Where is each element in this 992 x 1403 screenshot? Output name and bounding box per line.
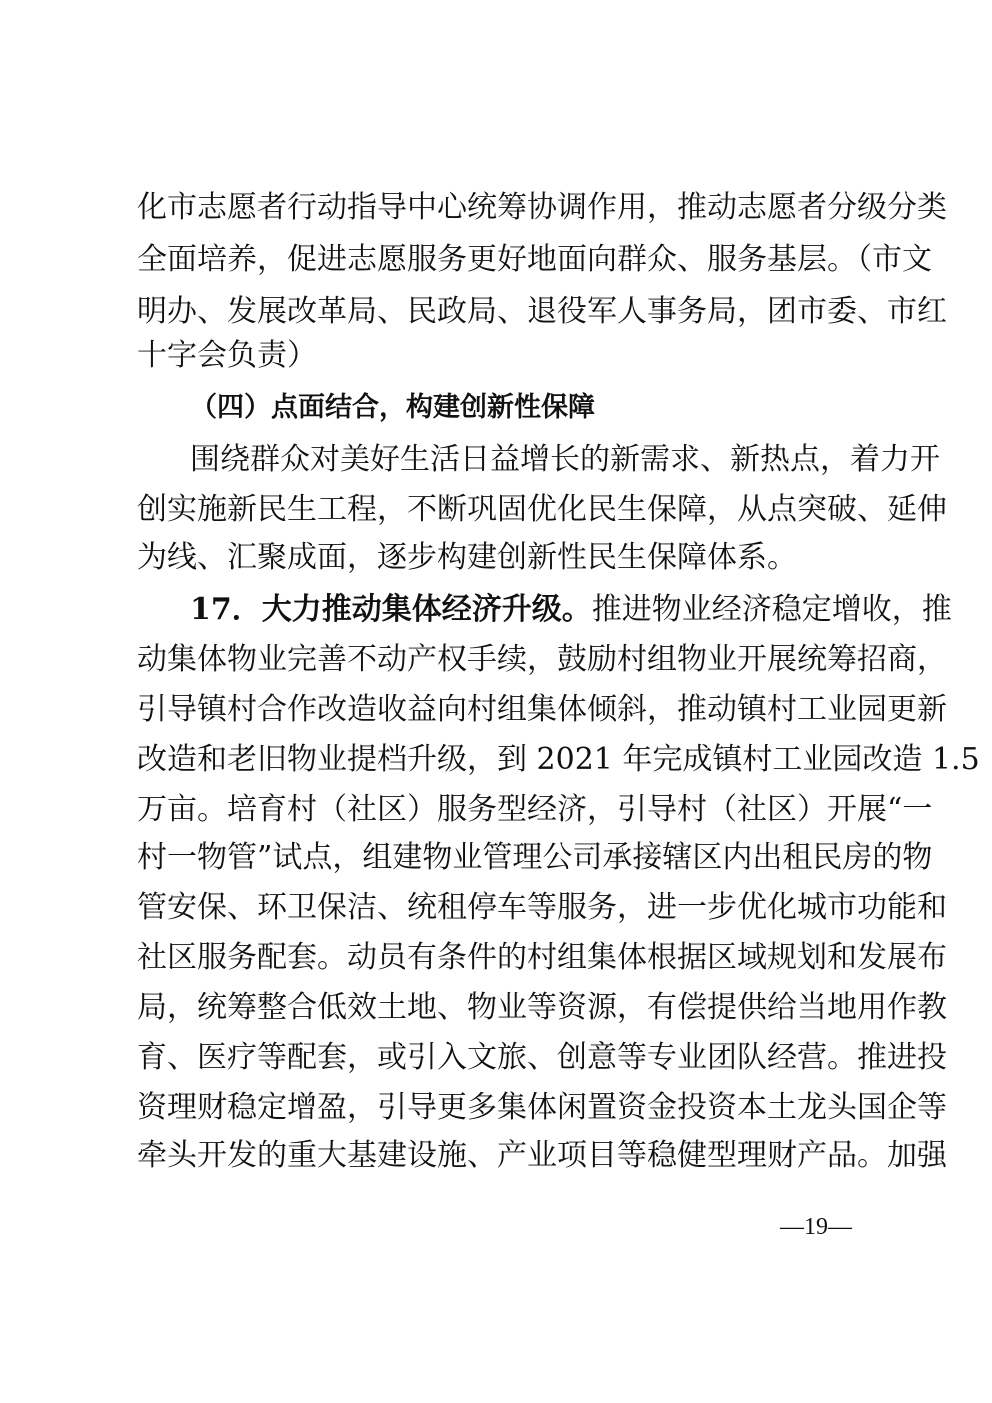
item-17-line-10: 育、医疗等配套，或引入文旅、创意等专业团队经营。推进投 xyxy=(137,1040,947,1075)
paragraph-2-line-2: 创实施新民生工程，不断巩固优化民生保障，从点突破、延伸 xyxy=(137,492,947,527)
item-17-line-2: 动集体物业完善不动产权手续，鼓励村组物业开展统筹招商， xyxy=(137,642,947,677)
item-17-line-9: 局，统筹整合低效土地、物业等资源，有偿提供给当地用作教 xyxy=(137,990,947,1025)
page-number: —19— xyxy=(780,1214,852,1240)
paragraph-1-line-3: 明办、发展改革局、民政局、退役军人事务局，团市委、市红 xyxy=(137,294,947,329)
paragraph-1-line-2: 全面培养，促进志愿服务更好地面向群众、服务基层。（市文 xyxy=(137,242,932,277)
paragraph-2-line-1: 围绕群众对美好生活日益增长的新需求、新热点，着力开 xyxy=(190,442,940,477)
item-17-line-5: 万亩。培育村（社区）服务型经济，引导村（社区）开展“一 xyxy=(137,792,933,827)
paragraph-1-line-1: 化市志愿者行动指导中心统筹协调作用，推动志愿者分级分类 xyxy=(137,190,947,225)
item-17-line-4: 改造和老旧物业提档升级，到 2021 年完成镇村工业园改造 1.5 xyxy=(137,742,980,777)
item-17-line-11: 资理财稳定增盈，引导更多集体闲置资金投资本土龙头国企等 xyxy=(137,1090,947,1125)
item-17-line-3: 引导镇村合作改造收益向村组集体倾斜，推动镇村工业园更新 xyxy=(137,692,947,727)
paragraph-2-line-3: 为线、汇聚成面，逐步构建创新性民生保障体系。 xyxy=(137,540,797,575)
item-17-line-12: 牵头开发的重大基建设施、产业项目等稳健型理财产品。加强 xyxy=(137,1138,947,1173)
paragraph-1-line-4: 十字会负责） xyxy=(137,338,317,373)
section-heading: （四）点面结合，构建创新性保障 xyxy=(190,392,595,423)
item-17-first-line-rest: 推进物业经济稳定增收，推 xyxy=(591,592,952,627)
item-17-line-6: 村一物管”试点，组建物业管理公司承接辖区内出租民房的物 xyxy=(137,840,933,875)
item-17-title: 17．大力推动集体经济升级。 xyxy=(190,592,592,627)
item-17-line-8: 社区服务配套。动员有条件的村组集体根据区域规划和发展布 xyxy=(137,940,947,975)
item-17-line-1 xyxy=(190,590,952,630)
item-17-line-7: 管安保、环卫保洁、统租停车等服务，进一步优化城市功能和 xyxy=(137,890,947,925)
